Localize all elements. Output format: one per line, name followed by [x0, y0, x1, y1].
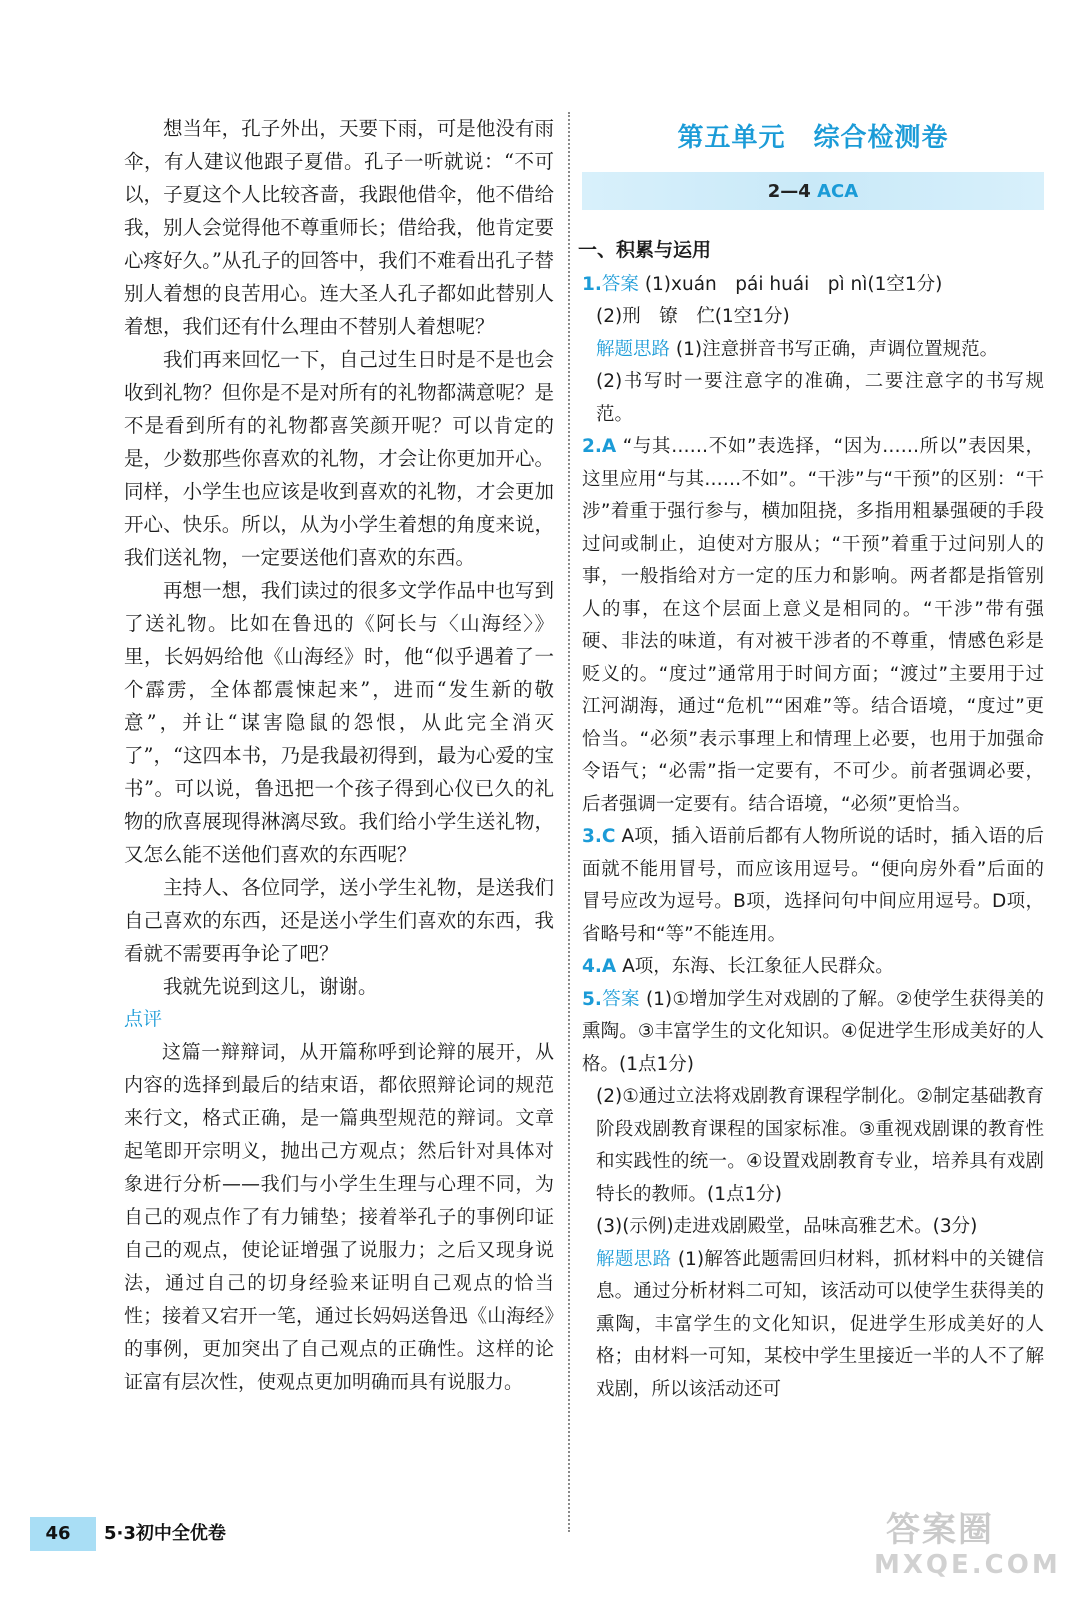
left-column	[124, 112, 554, 1399]
question-5-answer-tag: 答案	[601, 988, 640, 1010]
question-1-hint	[582, 334, 1044, 367]
column-divider	[568, 112, 570, 1532]
left-paragraph-1: 想当年，孔子外出，天要下雨，可是他没有雨伞，有人建议他跟子夏借。孔子一听就说：“不可以，子夏这个人比较吝啬，我跟他借伞，他不借给我，别人会觉得他不尊重师长；借给我，他肯定要心疼好久。”从孔子的回答中，我们不难看出孔子替别人着想的良苦用心。连大圣人孔子都如此替别人着想，我们还有什么理由不替别人着想呢？	[124, 117, 554, 338]
left-paragraph-3: 再想一想，我们读过的很多文学作品中也写到了送礼物。比如在鲁迅的《阿长与〈山海经〉》里，长妈妈给他《山海经》时，他“似乎遇着了一个霹雳，全体都震悚起来”，进而“发生新的敬意”，并让“谋害隐鼠的怨恨，从此完全消灭了”，“这四本书，乃是我最初得到，最为心爱的宝书”。可以说，鲁迅把一个孩子得到心仪已久的礼物的欣喜展现得淋漓尽致。我们给小学生送礼物，又怎么能不送他们喜欢的东西呢？	[124, 579, 554, 866]
answer-band-text	[582, 176, 1044, 209]
question-4-number: 4.A	[582, 956, 617, 977]
question-1-number: 1.	[582, 273, 602, 295]
question-1	[582, 269, 1044, 302]
left-paragraph-2: 我们再来回忆一下，自己过生日时是不是也会收到礼物？但你是不是对所有的礼物都满意呢？是不是看到所有的礼物都喜笑颜开呢？可以肯定的是，少数那些你喜欢的礼物，才会让你更加开心。同样，小学生也应该是收到喜欢的礼物，才会更加开心、快乐。所以，从为小学生着想的角度来说，我们送礼物，一定要送他们喜欢的东西。	[124, 348, 554, 569]
right-column	[578, 118, 1044, 1406]
watermark-bottom-text: MXQE.COM	[874, 1550, 1061, 1580]
unit-title-number: 第五单元	[677, 123, 786, 153]
question-1-hint-1: (1)注意拼音书写正确，声调位置规范。	[675, 338, 999, 360]
page-number: 46	[45, 1523, 71, 1544]
question-2-text: “与其……不如”表选择，“因为……所以”表因果，这里应用“与其……不如”。“干涉”与“干预”的区别：“干涉”着重于强行参与，横加阻挠，多指用粗暴强硬的手段过问或制止，迫使对方服从；“干预”着重于过问别人的事，一般指给对方一定的压力和影响。两者都是指管别人的事，在这个层面上意义是相同的。“干涉”带有强硬、非法的味道，有对被干涉者的不尊重，情感色彩是贬义的。“度过”通常用于时间方面；“渡过”主要用于过江河湖海，通过“危机”“困难”等。结合语境，“度过”更恰当。“必须”表示事理上和情理上必要，也用于加强命令语气；“必需”指一定要有，不可少。前者强调必要，后者强调一定要有。结合语境，“必须”更恰当。	[582, 436, 1044, 815]
question-4	[582, 951, 1044, 984]
answer-band-range: 2—4	[767, 181, 811, 202]
question-1-line-1: (1)xuán pái huái pì nì(1空1分)	[644, 273, 943, 295]
question-1-line-2: (2)刑 镣 伫(1空1分)	[596, 306, 790, 327]
question-5-hint-label: 解题思路	[596, 1248, 672, 1270]
question-3-number: 3.C	[582, 826, 616, 847]
left-paragraph-4: 主持人、各位同学，送小学生礼物，是送我们自己喜欢的东西，还是送小学生们喜欢的东西，我看就不需要再争论了吧？	[124, 876, 554, 965]
question-1-hint-2: (2)书写时一要注意字的准确，二要注意字的书写规范。	[596, 371, 1044, 425]
section-heading: 一、积累与运用	[578, 239, 712, 261]
watermark-logo	[860, 1498, 1061, 1588]
answer-band	[582, 172, 1044, 210]
question-5	[582, 984, 1044, 1082]
review-label: 点评	[124, 1008, 163, 1030]
unit-title	[582, 118, 1044, 158]
question-5-number: 5.	[582, 988, 602, 1010]
book-name: 5·3初中全优卷	[104, 1523, 226, 1544]
question-5-hint	[582, 1244, 1044, 1407]
unit-title-name: 综合检测卷	[813, 123, 949, 153]
question-3	[582, 821, 1044, 951]
review-text: 这篇一辩辩词，从开篇称呼到论辩的展开，从内容的选择到最后的结束语，都依照辩论词的规范来行文，格式正确，是一篇典型规范的辩词。文章起笔即开宗明义，抛出己方观点；然后针对具体对象进行分析——我们与小学生生理与心理不同，为自己的观点作了有力铺垫；接着举孔子的事例印证自己的观点，使论证增强了说服力；之后又现身说法，通过自己的切身经验来证明自己观点的恰当性；接着又宕开一笔，通过长妈妈送鲁迅《山海经》的事例，更加突出了自己观点的正确性。这样的论证富有层次性，使观点更加明确而具有说服力。	[124, 1041, 554, 1393]
watermark-top-text: 答案圈	[886, 1510, 994, 1550]
answer-band-letters: ACA	[817, 181, 859, 202]
question-1-hint-label: 解题思路	[596, 338, 671, 360]
question-3-text: A项，插入语前后都有人物所说的话时，插入语的后面就不能用冒号，而应该用逗号。“便向房外看”后面的冒号应改为逗号。B项，选择问句中间应用逗号。D项，省略号和“等”不能连用。	[582, 826, 1044, 945]
question-5-part-1: (1)①增加学生对戏剧的了解。②使学生获得美的熏陶。③丰富学生的文化知识。④促进学生形成美好的人格。(1点1分)	[582, 988, 1044, 1075]
question-2-number: 2.A	[582, 436, 617, 457]
left-paragraph-5: 我就先说到这儿，谢谢。	[163, 975, 378, 998]
question-4-text: A项，东海、长江象征人民群众。	[622, 956, 894, 977]
question-5-hint-text: (1)解答此题需回归材料，抓材料中的关键信息。通过分析材料二可知，该活动可以使学生获得美的熏陶，丰富学生的文化知识，促进学生形成美好的人格；由材料一可知，某校中学生里接近一半的人不了解戏剧，所以该活动还可	[596, 1248, 1044, 1400]
question-2	[582, 431, 1044, 821]
question-1-answer-tag: 答案	[601, 273, 639, 295]
question-5-part-2: (2)①通过立法将戏剧教育课程学制化。②制定基础教育阶段戏剧教育课程的国家标准。③重视戏剧课的教育性和实践性的统一。④设置戏剧教育专业，培养具有戏剧特长的教师。(1点1分)	[596, 1086, 1044, 1205]
question-5-part-3: (3)(示例)走进戏剧殿堂，品味高雅艺术。(3分)	[596, 1216, 978, 1237]
